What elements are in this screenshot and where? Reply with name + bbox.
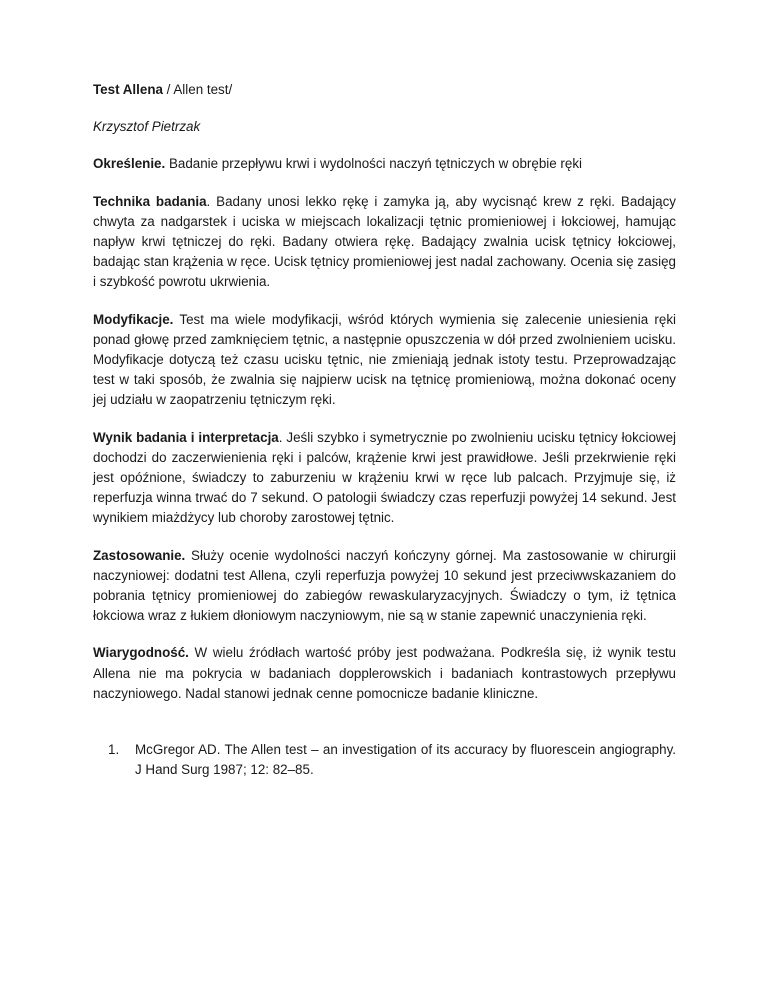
paragraph-modifications (93, 310, 676, 411)
paragraph-label: Zastosowanie. (93, 547, 186, 563)
document-page (93, 80, 676, 780)
author-name: Krzysztof Pietrzak (93, 119, 201, 135)
paragraph-label: Określenie. (93, 156, 166, 172)
paragraph-text: Badanie przepływu krwi i wydolności naczyń tętniczych w obrębie ręki (165, 156, 583, 172)
document-title (93, 80, 676, 100)
paragraph-definition (93, 154, 676, 174)
paragraph-label: Modyfikacje. (93, 311, 174, 327)
reference-list (93, 740, 676, 780)
reference-item (93, 740, 676, 780)
title-bold: Test Allena (93, 82, 163, 97)
paragraph-label: Wynik badania i interpretacja (93, 429, 279, 445)
paragraph-text: Służy ocenie wydolności naczyń kończyny górnej. Ma zastosowanie w chirurgii naczyniowej: dodatni test Allena, czyli reperfuzja powyżej 10 sekund jest przeciwwskazaniem do pobrania tętnicy promieniowej do zabiegów rewaskularyzacyjnych. Świadczy o tym, iż tętnica łokciowa wraz z łukiem dłoniowym naczyniowym, nie są w stanie zapewnić unaczynienia ręki. (93, 547, 676, 624)
reference-number: 1. (108, 742, 120, 758)
paragraph-text: . Jeśli szybko i symetrycznie po zwolnieniu ucisku tętnicy łokciowej dochodzi do zaczerwienienia ręki i palców, krążenie krwi jest prawidłowe. Jeśli przekrwienie ręki jest opóźnione, świadczy to zaburzeniu w krążeniu krwi w ręce lub palcach. Przyjmuje się, iż reperfuzja winna trwać do 7 sekund. O patologii świadczy czas reperfuzji powyżej 14 sekund. Jest wynikiem miażdżycy lub choroby zarostowej tętnic. (93, 429, 676, 526)
paragraph-technique (93, 192, 676, 293)
paragraph-application (93, 546, 676, 627)
paragraph-label: Wiarygodność. (93, 645, 189, 661)
paragraph-interpretation (93, 428, 676, 529)
paragraph-text: W wielu źródłach wartość próby jest podważana. Podkreśla się, iż wynik testu Allena nie ma pokrycia w badaniach dopplerowskich i badaniach kontrastowych przepływu naczyniowego. Nadal stanowi jednak cenne pomocnicze badanie kliniczne. (93, 645, 676, 701)
paragraph-text: . Badany unosi lekko rękę i zamyka ją, aby wycisnąć krew z ręki. Badający chwyta za nadgarstek i uciska w miejscach lokalizacji tętnic promieniowej i łokciowej, hamując napływ krwi tętniczej do ręki. Badany otwiera rękę. Badający zwalnia ucisk tętnicy łokciowej, badając stan krążenia w ręce. Ucisk tętnicy promieniowej jest nadal zachowany. Ocenia się zasięg i szybkość powrotu ukrwienia. (93, 193, 677, 290)
paragraph-label: Technika badania (93, 193, 207, 209)
paragraph-reliability (93, 643, 676, 704)
title-rest: / Allen test/ (162, 82, 233, 97)
paragraph-text: Test ma wiele modyfikacji, wśród których wymienia się zalecenie uniesienia ręki ponad głowę przed zamknięciem tętnic, a następnie opuszczenia w dół przed zwolnieniem ucisku. Modyfikacje dotyczą też czasu ucisku tętnic, nie zmieniają jednak istoty testu. Przeprowadzając test w taki sposób, że zwalnia się najpierw ucisk na tętnicę promieniową, można dokonać oceny jej udziału w zaopatrzeniu tętniczym ręki. (93, 311, 676, 408)
reference-text: McGregor AD. The Allen test – an investigation of its accuracy by fluorescein angiography. J Hand Surg 1987; 12: 82–85. (135, 742, 676, 778)
